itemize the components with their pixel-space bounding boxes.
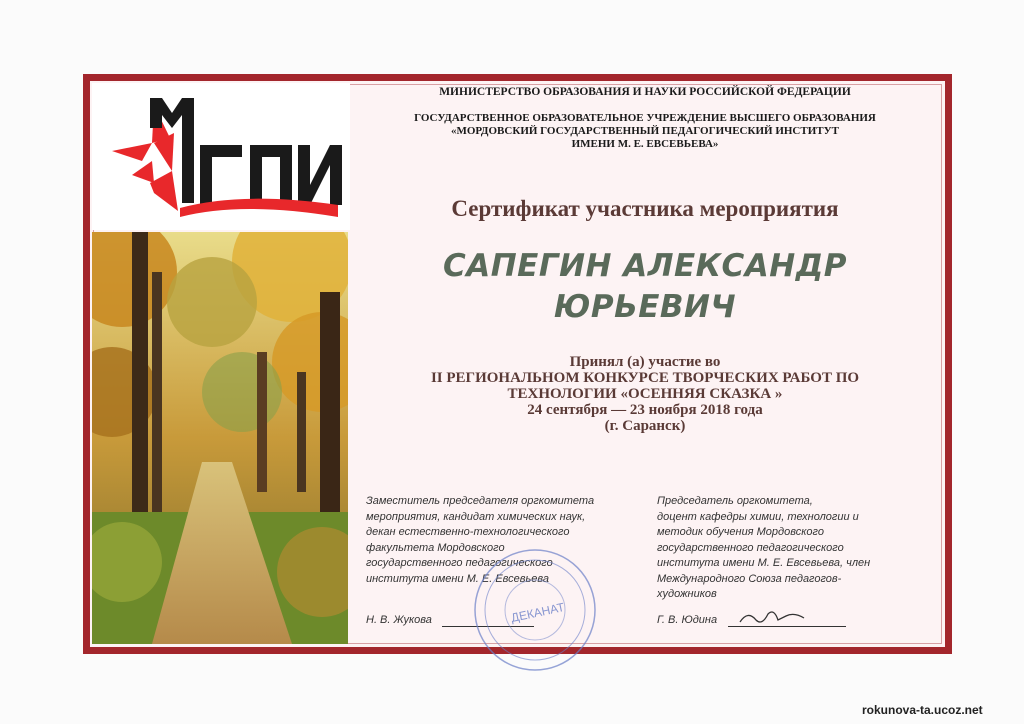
stamp-label: ДЕКАНАТ xyxy=(509,600,566,625)
certificate-title: Сертификат участника мероприятия xyxy=(451,196,839,221)
handwritten-signature xyxy=(738,606,808,628)
recipient-name: САПЕГИН АЛЕКСАНДР ЮРЬЕВИЧ xyxy=(442,248,848,325)
institute-logo xyxy=(92,83,350,230)
official-stamp xyxy=(470,545,600,675)
left-signatory-name: Н. В. Жукова xyxy=(366,614,432,626)
autumn-forest-photo xyxy=(92,232,348,644)
right-signatory-name: Г. В. Юдина xyxy=(657,614,718,626)
left-signatory-title: Заместитель председателя оргкомитета мероприятия, кандидат химических наук, декан естественно-технологического факультета Мордовского государственного педагогического института имени М. Е. Евсевьева xyxy=(366,495,595,585)
institution-heading: ГОСУДАРСТВЕННОЕ ОБРАЗОВАТЕЛЬНОЕ УЧРЕЖДЕНИЕ ВЫСШЕГО ОБРАЗОВАНИЯ «МОРДОВСКИЙ ГОСУДАРСТВЕННЫЙ ПЕДАГОГИЧЕСКИЙ ИНСТИТУТ ИМЕНИ М. Е. ЕВСЕВЬЕВА» xyxy=(414,112,876,150)
participation-text: Принял (а) участие во II РЕГИОНАЛЬНОМ КОНКУРСЕ ТВОРЧЕСКИХ РАБОТ ПО ТЕХНОЛОГИИ «ОСЕННЯЯ СКАЗКА » 24 сентября — 23 ноября 2018 года (г. Саранск) xyxy=(430,354,860,434)
ministry-heading: МИНИСТЕРСТВО ОБРАЗОВАНИЯ И НАУКИ РОССИЙСКОЙ ФЕДЕРАЦИИ xyxy=(439,86,851,98)
right-signatory-title: Председатель оргкомитета, доцент кафедры химии, технологии и методик обучения Мордовского государственного педагогического института имени М. Е. Евсевьева, член Международного Союза педагогов- художников xyxy=(657,495,871,600)
site-watermark: rokunova-ta.ucoz.net xyxy=(862,703,983,717)
